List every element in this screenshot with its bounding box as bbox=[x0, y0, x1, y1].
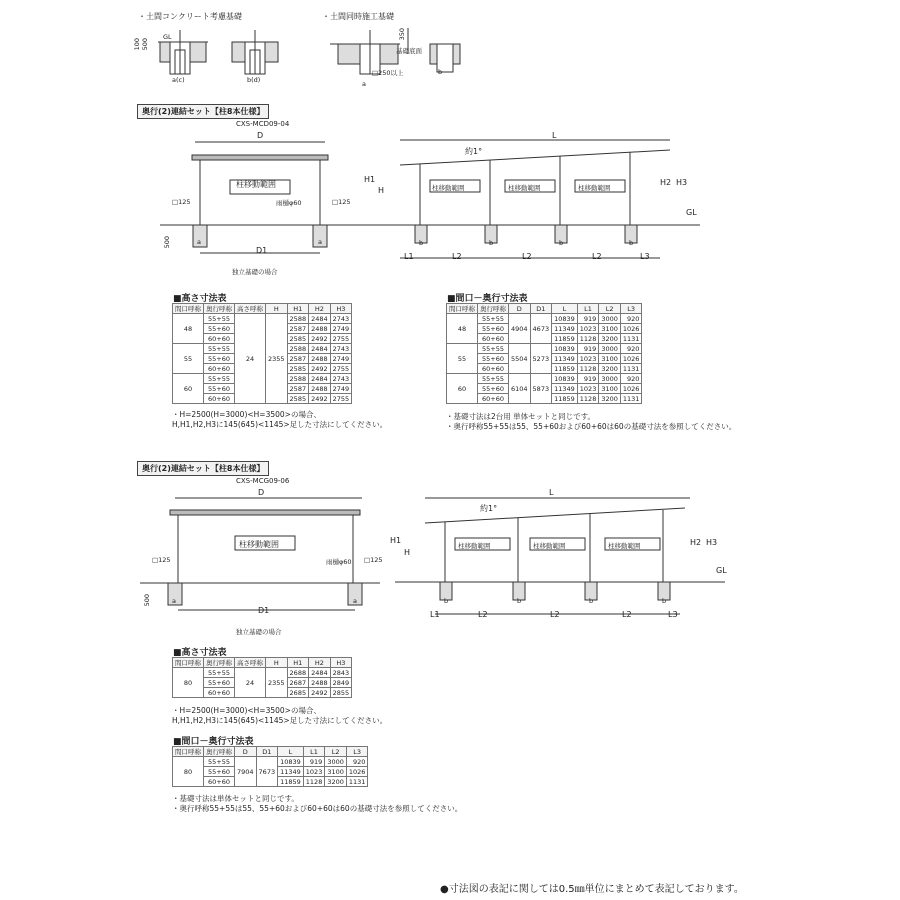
table-header-cell: 間口呼称 bbox=[173, 304, 204, 314]
h3-value-cell: 2743 bbox=[330, 374, 352, 384]
table-header-cell: 間口呼称 bbox=[173, 747, 204, 757]
table-header-cell: D bbox=[235, 747, 257, 757]
d-value-cell: 6104 bbox=[509, 374, 531, 404]
depth-code-cell: 55+55 bbox=[204, 757, 235, 767]
label-a-c: a(c) bbox=[172, 76, 185, 84]
table-header-cell: H1 bbox=[287, 304, 309, 314]
width-code-cell: 48 bbox=[173, 314, 204, 344]
table-header-cell: 奥行呼称 bbox=[204, 304, 235, 314]
s2-side-l-label: L bbox=[549, 488, 554, 497]
l-value-cell: 11349 bbox=[552, 354, 578, 364]
l-value-cell: 11859 bbox=[552, 364, 578, 374]
l-value-cell: 11349 bbox=[552, 324, 578, 334]
s2-depth-header-row bbox=[173, 747, 368, 757]
l1-value-cell: 919 bbox=[577, 344, 599, 354]
table-row bbox=[173, 314, 352, 324]
s2-side-move-range-3: 柱移動範囲 bbox=[608, 542, 641, 550]
s2-front-caption: 独立基礎の場合 bbox=[236, 628, 282, 636]
s2-height-table-title: ■高さ寸法表 bbox=[173, 648, 227, 658]
post-right-label: □125 bbox=[332, 198, 351, 206]
depth-code-cell: 60+60 bbox=[204, 334, 235, 344]
h2-value-cell: 2488 bbox=[309, 384, 331, 394]
width-code-cell: 48 bbox=[447, 314, 478, 344]
h2-value-cell: 2488 bbox=[309, 324, 331, 334]
s2-depth-note-1: ・基礎寸法は単体セットと同じです。 bbox=[172, 794, 299, 803]
depth-code-cell: 60+60 bbox=[478, 334, 509, 344]
l3-value-cell: 1026 bbox=[346, 767, 368, 777]
table-header-cell: D1 bbox=[256, 747, 278, 757]
depth-code-cell: 55+60 bbox=[204, 678, 235, 688]
l1-value-cell: 1128 bbox=[577, 364, 599, 374]
front-caption: 独立基礎の場合 bbox=[232, 268, 278, 276]
table-header-cell: L2 bbox=[325, 747, 347, 757]
s2-side-move-range-2: 柱移動範囲 bbox=[533, 542, 566, 550]
s2-side-l2-label-1: L2 bbox=[478, 610, 488, 619]
h3-value-cell: 2843 bbox=[330, 668, 352, 678]
h2-value-cell: 2492 bbox=[309, 364, 331, 374]
s2-depth-500: 500 bbox=[143, 594, 151, 607]
depth-code-cell: 60+60 bbox=[478, 364, 509, 374]
l-value-cell: 10839 bbox=[552, 314, 578, 324]
l1-value-cell: 1128 bbox=[303, 777, 325, 787]
s2-side-l3-label: L3 bbox=[668, 610, 678, 619]
h1-value-cell: 2587 bbox=[287, 384, 309, 394]
table-header-cell: H3 bbox=[330, 304, 352, 314]
depth-code-cell: 55+60 bbox=[478, 324, 509, 334]
s2-a-left: a bbox=[172, 597, 176, 605]
table-header-cell: L1 bbox=[577, 304, 599, 314]
s2-gutter-label: 雨樋φ60 bbox=[326, 558, 352, 566]
h2-value-cell: 2488 bbox=[309, 678, 331, 688]
width-code-cell: 60 bbox=[173, 374, 204, 404]
h1-value-cell: 2588 bbox=[287, 344, 309, 354]
l3-value-cell: 920 bbox=[346, 757, 368, 767]
h2-value-cell: 2492 bbox=[309, 394, 331, 404]
h3-value-cell: 2755 bbox=[330, 334, 352, 344]
s2-post-right-label: □125 bbox=[364, 556, 383, 564]
concrete-foundation-title: ・土間コンクリート考慮基礎 bbox=[138, 12, 242, 21]
h1-value-cell: 2585 bbox=[287, 394, 309, 404]
s2-height-note-1: ・H=2500(H=3000)<H=3500>の場合、 bbox=[172, 706, 321, 715]
l2-value-cell: 3200 bbox=[325, 777, 347, 787]
side-h2-label: H2 bbox=[660, 178, 672, 187]
depth-code-cell: 55+55 bbox=[204, 314, 235, 324]
dim-350: 350 bbox=[398, 28, 406, 41]
l2-value-cell: 3100 bbox=[599, 384, 621, 394]
h3-value-cell: 2855 bbox=[330, 688, 352, 698]
h3-value-cell: 2743 bbox=[330, 344, 352, 354]
s2-side-slope-label: 約1° bbox=[480, 504, 498, 513]
table-header-cell: H3 bbox=[330, 658, 352, 668]
l3-value-cell: 1026 bbox=[620, 354, 642, 364]
l-value-cell: 11859 bbox=[278, 777, 304, 787]
table-header-cell: L bbox=[552, 304, 578, 314]
s1-height-table bbox=[172, 303, 352, 404]
s2-side-l2-label-3: L2 bbox=[622, 610, 632, 619]
h2-value-cell: 2492 bbox=[309, 334, 331, 344]
s1-depth-note-2: ・奥行呼称55+55は55、55+60および60+60は60の基礎寸法を参照してください。 bbox=[446, 422, 737, 431]
s1-depth-body bbox=[447, 314, 642, 404]
depth-code-cell: 55+55 bbox=[478, 374, 509, 384]
l1-value-cell: 1023 bbox=[577, 354, 599, 364]
table-header-cell: 高さ呼称 bbox=[235, 304, 266, 314]
width-code-cell: 80 bbox=[173, 668, 204, 698]
l2-value-cell: 3200 bbox=[599, 364, 621, 374]
l3-value-cell: 1026 bbox=[620, 384, 642, 394]
table-row bbox=[447, 374, 642, 384]
width-code-cell: 60 bbox=[447, 374, 478, 404]
s2-side-b-4: b bbox=[662, 597, 667, 605]
s2-height-note-2: H,H1,H2,H3に145(645)<1145>足した寸法にしてください。 bbox=[172, 716, 388, 725]
h3-value-cell: 2849 bbox=[330, 678, 352, 688]
dim-100: 100 bbox=[133, 38, 141, 51]
s2-height-header-row bbox=[173, 658, 352, 668]
s2-side-h2-label: H2 bbox=[690, 538, 702, 547]
l2-value-cell: 3000 bbox=[599, 374, 621, 384]
s2-height-table bbox=[172, 657, 352, 698]
label-b: b bbox=[438, 68, 443, 76]
depth-code-cell: 60+60 bbox=[204, 394, 235, 404]
depth-code-cell: 55+60 bbox=[478, 384, 509, 394]
table-header-cell: 間口呼称 bbox=[447, 304, 478, 314]
depth-code-cell: 60+60 bbox=[204, 688, 235, 698]
l3-value-cell: 1131 bbox=[620, 394, 642, 404]
s2-front-d1-label: D1 bbox=[258, 606, 270, 615]
depth-500: 500 bbox=[163, 236, 171, 249]
s2-side-b-3: b bbox=[589, 597, 594, 605]
h1-value-cell: 2588 bbox=[287, 314, 309, 324]
table-header-cell: L3 bbox=[620, 304, 642, 314]
l3-value-cell: 1131 bbox=[346, 777, 368, 787]
l-value-cell: 10839 bbox=[278, 757, 304, 767]
width-code-cell: 80 bbox=[173, 757, 204, 787]
depth-code-cell: 55+55 bbox=[478, 344, 509, 354]
side-l3-label: L3 bbox=[640, 252, 650, 261]
table-header-cell: H2 bbox=[309, 304, 331, 314]
h2-value-cell: 2492 bbox=[309, 688, 331, 698]
table-row bbox=[173, 668, 352, 678]
gl-label: GL bbox=[163, 33, 172, 41]
table-header-cell: H bbox=[266, 304, 288, 314]
s2-side-move-range-1: 柱移動範囲 bbox=[458, 542, 491, 550]
s1-depth-table bbox=[446, 303, 642, 404]
s1-height-header-row bbox=[173, 304, 352, 314]
l2-value-cell: 3100 bbox=[599, 354, 621, 364]
depth-code-cell: 55+60 bbox=[204, 767, 235, 777]
table-header-cell: 奥行呼称 bbox=[204, 747, 235, 757]
section-2-code: CXS-MCG09-06 bbox=[236, 477, 290, 485]
h1-value-cell: 2585 bbox=[287, 334, 309, 344]
table-header-cell: 高さ呼称 bbox=[235, 658, 266, 668]
size-250-label: □250以上 bbox=[372, 69, 404, 77]
s1-height-note-1: ・H=2500(H=3000)<H=3500>の場合、 bbox=[172, 410, 321, 419]
side-slope-label: 約1° bbox=[465, 147, 483, 156]
l3-value-cell: 1131 bbox=[620, 364, 642, 374]
side-b-1: b bbox=[419, 239, 424, 247]
table-header-cell: H2 bbox=[309, 658, 331, 668]
s2-depth-table-title: ■間口－奥行寸法表 bbox=[173, 737, 254, 747]
simultaneous-foundation-title: ・土間同時施工基礎 bbox=[322, 12, 394, 21]
s2-side-l2-label-2: L2 bbox=[550, 610, 560, 619]
l1-value-cell: 1023 bbox=[577, 324, 599, 334]
depth-code-cell: 55+55 bbox=[204, 374, 235, 384]
section-1-side-view bbox=[360, 130, 710, 270]
s1-depth-header-row bbox=[447, 304, 642, 314]
post-left-label: □125 bbox=[172, 198, 191, 206]
depth-code-cell: 60+60 bbox=[204, 364, 235, 374]
s2-post-left-label: □125 bbox=[152, 556, 171, 564]
l3-value-cell: 920 bbox=[620, 314, 642, 324]
table-header-cell: H bbox=[266, 658, 288, 668]
s2-depth-note-2: ・奥行呼称55+55は55、55+60および60+60は60の基礎寸法を参照してください。 bbox=[172, 804, 463, 813]
side-l2-label-2: L2 bbox=[522, 252, 532, 261]
table-header-cell: L2 bbox=[599, 304, 621, 314]
a-right: a bbox=[318, 238, 322, 246]
side-h1-label: H1 bbox=[364, 175, 376, 184]
d1-value-cell: 7673 bbox=[256, 757, 278, 787]
l1-value-cell: 919 bbox=[303, 757, 325, 767]
side-b-4: b bbox=[629, 239, 634, 247]
s2-side-gl-label: GL bbox=[716, 566, 727, 575]
side-move-range-1: 柱移動範囲 bbox=[432, 184, 465, 192]
depth-code-cell: 55+60 bbox=[204, 324, 235, 334]
l2-value-cell: 3000 bbox=[599, 344, 621, 354]
l2-value-cell: 3100 bbox=[599, 324, 621, 334]
gutter-label: 雨樋φ60 bbox=[276, 199, 302, 207]
l3-value-cell: 1026 bbox=[620, 324, 642, 334]
h2-value-cell: 2484 bbox=[309, 374, 331, 384]
height-code-cell: 24 bbox=[235, 314, 266, 404]
l1-value-cell: 1128 bbox=[577, 334, 599, 344]
l2-value-cell: 3100 bbox=[325, 767, 347, 777]
h1-value-cell: 2687 bbox=[287, 678, 309, 688]
section-1-title: 奥行(2)連結セット【柱8本仕様】 bbox=[137, 104, 269, 119]
table-header-cell: D1 bbox=[530, 304, 552, 314]
s1-depth-note-1: ・基礎寸法は2台用 単体セットと同じです。 bbox=[446, 412, 596, 421]
d-value-cell: 4904 bbox=[509, 314, 531, 344]
l1-value-cell: 1023 bbox=[577, 384, 599, 394]
a-left: a bbox=[197, 238, 201, 246]
l-value-cell: 10839 bbox=[552, 374, 578, 384]
side-l2-label-1: L2 bbox=[452, 252, 462, 261]
h1-value-cell: 2688 bbox=[287, 668, 309, 678]
section-1-code: CXS-MCD09-04 bbox=[236, 120, 290, 128]
dim-500: 500 bbox=[141, 38, 149, 51]
front-d-label: D bbox=[257, 131, 264, 140]
front-d1-label: D1 bbox=[256, 246, 268, 255]
side-l-label: L bbox=[552, 131, 557, 140]
l3-value-cell: 1131 bbox=[620, 334, 642, 344]
l2-value-cell: 3200 bbox=[599, 334, 621, 344]
depth-code-cell: 55+55 bbox=[204, 344, 235, 354]
depth-code-cell: 55+60 bbox=[204, 384, 235, 394]
height-code-cell: 24 bbox=[235, 668, 266, 698]
s2-move-range-label: 柱移動範囲 bbox=[239, 540, 279, 549]
l-value-cell: 11859 bbox=[552, 394, 578, 404]
l3-value-cell: 920 bbox=[620, 344, 642, 354]
s2-depth-body bbox=[173, 757, 368, 787]
table-header-cell: H1 bbox=[287, 658, 309, 668]
s1-height-note-2: H,H1,H2,H3に145(645)<1145>足した寸法にしてください。 bbox=[172, 420, 388, 429]
h3-value-cell: 2755 bbox=[330, 364, 352, 374]
h1-value-cell: 2585 bbox=[287, 364, 309, 374]
h1-value-cell: 2685 bbox=[287, 688, 309, 698]
width-code-cell: 55 bbox=[173, 344, 204, 374]
d-value-cell: 7904 bbox=[235, 757, 257, 787]
l-value-cell: 10839 bbox=[552, 344, 578, 354]
s1-depth-table-title: ■間口－奥行寸法表 bbox=[447, 294, 528, 304]
side-gl-label: GL bbox=[686, 208, 697, 217]
s2-depth-table bbox=[172, 746, 368, 787]
s1-height-body bbox=[173, 314, 352, 404]
s2-side-b-1: b bbox=[444, 597, 449, 605]
section-2-side-view bbox=[395, 488, 730, 628]
side-move-range-2: 柱移動範囲 bbox=[508, 184, 541, 192]
h2-value-cell: 2484 bbox=[309, 668, 331, 678]
s2-height-body bbox=[173, 668, 352, 698]
depth-code-cell: 60+60 bbox=[204, 777, 235, 787]
h1-value-cell: 2587 bbox=[287, 324, 309, 334]
table-header-cell: L bbox=[278, 747, 304, 757]
s1-height-table-title: ■高さ寸法表 bbox=[173, 294, 227, 304]
d1-value-cell: 4673 bbox=[530, 314, 552, 344]
side-move-range-3: 柱移動範囲 bbox=[578, 184, 611, 192]
table-row bbox=[447, 344, 642, 354]
table-row bbox=[173, 757, 368, 767]
l2-value-cell: 3200 bbox=[599, 394, 621, 404]
h2-value-cell: 2488 bbox=[309, 354, 331, 364]
table-header-cell: 奥行呼称 bbox=[204, 658, 235, 668]
h1-value-cell: 2588 bbox=[287, 374, 309, 384]
side-b-3: b bbox=[559, 239, 564, 247]
s2-side-h-label: H bbox=[404, 548, 411, 557]
depth-code-cell: 55+55 bbox=[204, 668, 235, 678]
label-a: a bbox=[362, 80, 366, 88]
section-2-title: 奥行(2)連結セット【柱8本仕様】 bbox=[137, 461, 269, 476]
h-value-cell: 2355 bbox=[266, 668, 288, 698]
h3-value-cell: 2749 bbox=[330, 324, 352, 334]
d1-value-cell: 5873 bbox=[530, 374, 552, 404]
l2-value-cell: 3000 bbox=[325, 757, 347, 767]
footer-note: ●寸法図の表記に関しては0.5㎜単位にまとめて表記しております。 bbox=[440, 884, 744, 895]
depth-code-cell: 55+55 bbox=[478, 314, 509, 324]
depth-code-cell: 60+60 bbox=[478, 394, 509, 404]
l-value-cell: 11349 bbox=[278, 767, 304, 777]
l1-value-cell: 1023 bbox=[303, 767, 325, 777]
table-header-cell: L3 bbox=[346, 747, 368, 757]
l1-value-cell: 919 bbox=[577, 374, 599, 384]
move-range-label: 柱移動範囲 bbox=[236, 180, 276, 189]
l3-value-cell: 920 bbox=[620, 374, 642, 384]
depth-code-cell: 55+60 bbox=[204, 354, 235, 364]
s2-front-d-label: D bbox=[258, 488, 265, 497]
h3-value-cell: 2749 bbox=[330, 384, 352, 394]
l2-value-cell: 3000 bbox=[599, 314, 621, 324]
base-bottom-label: 基礎底面 bbox=[396, 47, 422, 55]
label-b-d: b(d) bbox=[247, 76, 261, 84]
side-l1-label: L1 bbox=[404, 252, 414, 261]
side-b-2: b bbox=[489, 239, 494, 247]
h1-value-cell: 2587 bbox=[287, 354, 309, 364]
h2-value-cell: 2484 bbox=[309, 344, 331, 354]
l1-value-cell: 1128 bbox=[577, 394, 599, 404]
s2-side-h3-label: H3 bbox=[706, 538, 718, 547]
side-h-label: H bbox=[378, 186, 385, 195]
s2-side-b-2: b bbox=[517, 597, 522, 605]
h3-value-cell: 2755 bbox=[330, 394, 352, 404]
table-header-cell: L1 bbox=[303, 747, 325, 757]
d1-value-cell: 5273 bbox=[530, 344, 552, 374]
l-value-cell: 11859 bbox=[552, 334, 578, 344]
l1-value-cell: 919 bbox=[577, 314, 599, 324]
s2-side-h1-label: H1 bbox=[390, 536, 402, 545]
side-l2-label-3: L2 bbox=[592, 252, 602, 261]
table-header-cell: D bbox=[509, 304, 531, 314]
side-h3-label: H3 bbox=[676, 178, 688, 187]
s2-a-right: a bbox=[353, 597, 357, 605]
l-value-cell: 11349 bbox=[552, 384, 578, 394]
h2-value-cell: 2484 bbox=[309, 314, 331, 324]
h-value-cell: 2355 bbox=[266, 314, 288, 404]
table-header-cell: 奥行呼称 bbox=[478, 304, 509, 314]
h3-value-cell: 2743 bbox=[330, 314, 352, 324]
table-header-cell: 間口呼称 bbox=[173, 658, 204, 668]
table-row bbox=[447, 314, 642, 324]
h3-value-cell: 2749 bbox=[330, 354, 352, 364]
d-value-cell: 5504 bbox=[509, 344, 531, 374]
width-code-cell: 55 bbox=[447, 344, 478, 374]
s2-side-l1-label: L1 bbox=[430, 610, 440, 619]
depth-code-cell: 55+60 bbox=[478, 354, 509, 364]
